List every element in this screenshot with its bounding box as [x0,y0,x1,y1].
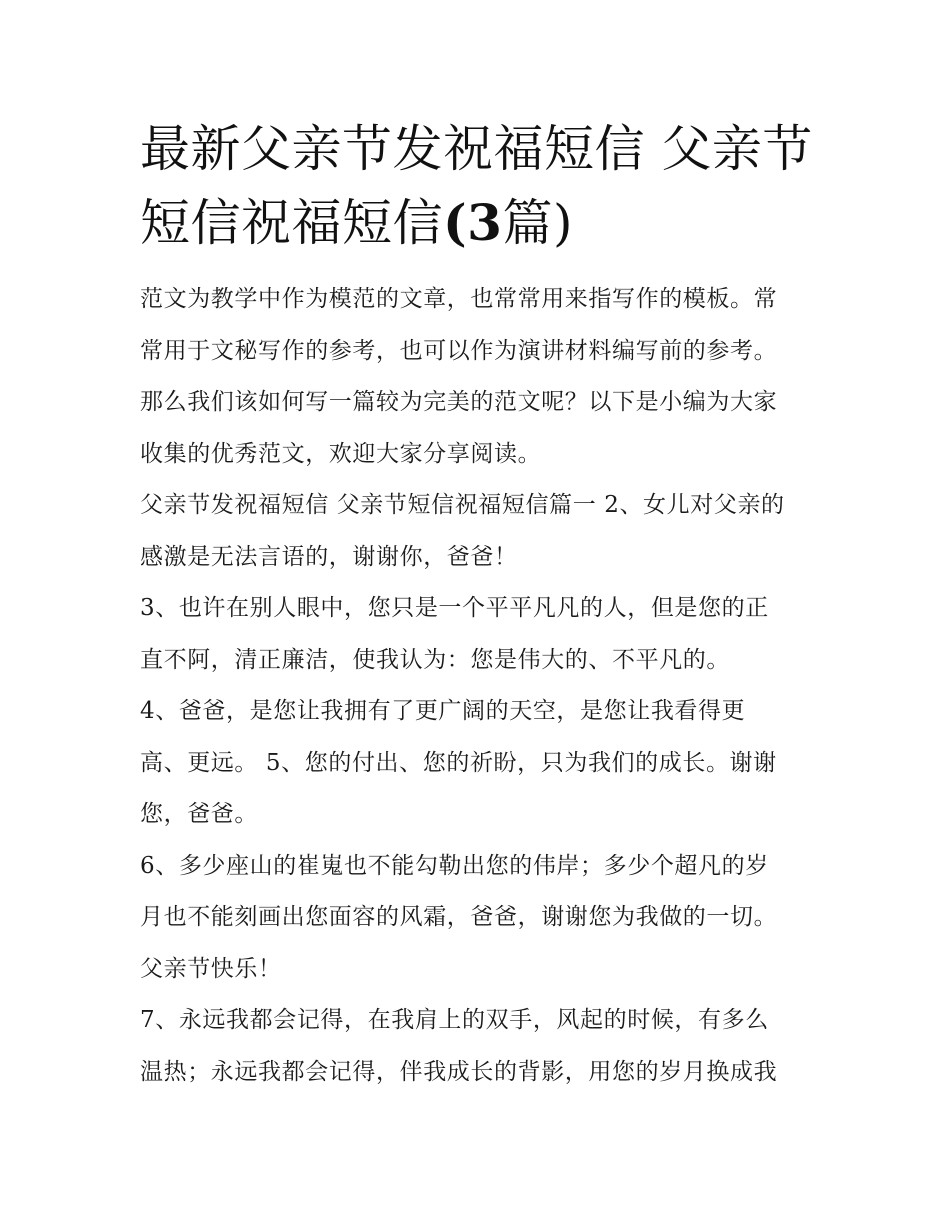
text-line: 收集的优秀范文，欢迎大家分享阅读。 [140,440,542,467]
text-line: 那么我们该如何写一篇较为完美的范文呢？以下是小编为大家 [140,389,778,415]
text-line: 温热；永远我都会记得，伴我成长的背影，用您的岁月换成我 [140,1058,778,1085]
text-line: 高、更远。 5、您的付出、您的祈盼，只为我们的成长。谢谢 [140,749,777,776]
paragraph-item-6 [140,841,820,996]
document-body [140,274,820,1098]
paragraph-item-4-5 [140,686,820,841]
text-line: 父亲节快乐！ [140,955,282,982]
text-line: 范文为教学中作为模范的文章，也常常用来指写作的模板。常 [140,286,778,312]
text-line: 感激是无法言语的，谢谢你，爸爸！ [140,543,518,570]
paragraph-item-2 [140,480,820,583]
text-line: 父亲节发祝福短信 父亲节短信祝福短信篇一 2、女儿对父亲的 [140,492,785,518]
title-line-2-count: (3 [443,193,503,252]
paragraph-item-7 [140,995,820,1098]
paragraph-item-3 [140,583,820,686]
title-line-2-text: 短信祝福短信 [140,194,443,252]
text-line: 直不阿，清正廉洁，使我认为：您是伟大的、不平凡的。 [140,646,730,673]
text-line: 3、也许在别人眼中，您只是一个平平凡凡的人，但是您的正 [140,595,769,621]
text-line: 6、多少座山的崔嵬也不能勾勒出您的伟岸；多少个超凡的岁 [140,852,769,879]
title-line-2 [140,186,820,260]
document-title [140,112,820,260]
text-line: 7、永远我都会记得，在我肩上的双手，风起的时候，有多么 [140,1007,769,1033]
paragraph-intro [140,274,820,480]
document-page [140,112,820,1098]
text-line: 月也不能刻画出您面容的风霜，爸爸，谢谢您为我做的一切。 [140,904,778,930]
text-line: 常用于文秘写作的参考，也可以作为演讲材料编写前的参考。 [140,337,778,364]
text-line: 4、爸爸，是您让我拥有了更广阔的天空，是您让我看得更 [140,698,746,724]
title-line-1: 最新父亲节发祝福短信 父亲节 [140,120,813,178]
text-line: 您，爸爸。 [140,801,258,827]
title-line-2-suffix: 篇) [502,194,573,252]
